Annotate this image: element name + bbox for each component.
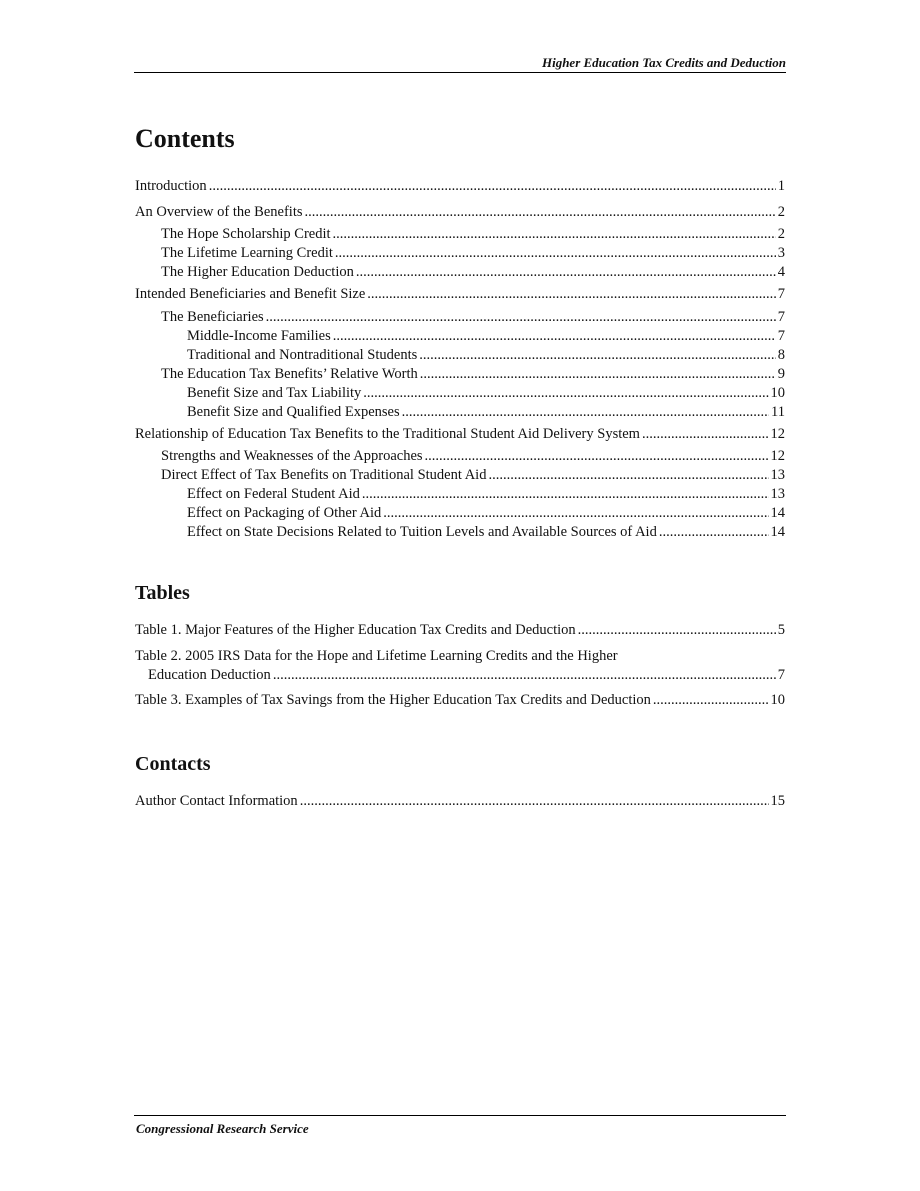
toc-entry-traditional-students[interactable]: Traditional and Nontraditional Students ..... 8	[135, 347, 785, 364]
toc-entry-relationship[interactable]: Relationship of Education Tax Benefits to the Traditional Student Aid Delivery System ..... 12	[135, 426, 785, 443]
footer-rule	[134, 1115, 786, 1116]
toc-entry-middle-income[interactable]: Middle-Income Families ..... 7	[135, 328, 785, 345]
toc-entry-table-1[interactable]: Table 1. Major Features of the Higher Education Tax Credits and Deduction ..... 5	[135, 622, 785, 639]
toc-entry-packaging[interactable]: Effect on Packaging of Other Aid ..... 14	[135, 505, 785, 522]
toc-entry-strengths-weaknesses[interactable]: Strengths and Weaknesses of the Approaches ..... 12	[135, 448, 785, 465]
header-title: Higher Education Tax Credits and Deduction	[541, 55, 786, 70]
toc-entry-state-decisions[interactable]: Effect on State Decisions Related to Tuition Levels and Available Sources of Aid ..... 14	[135, 524, 785, 541]
tables-heading: Tables	[135, 582, 190, 604]
contacts-heading: Contacts	[135, 753, 211, 775]
toc-entry-introduction[interactable]: Introduction ..... 1	[135, 178, 785, 195]
toc-entry-lifetime-credit[interactable]: The Lifetime Learning Credit ..... 3	[135, 245, 785, 262]
contents-heading: Contents	[135, 124, 235, 153]
running-header	[134, 56, 786, 73]
toc-entry-direct-effect[interactable]: Direct Effect of Tax Benefits on Traditional Student Aid ..... 13	[135, 467, 785, 484]
toc-entry-federal-aid[interactable]: Effect on Federal Student Aid ..... 13	[135, 486, 785, 503]
toc-entry-table-2-line1[interactable]: Table 2. 2005 IRS Data for the Hope and Lifetime Learning Credits and the Higher	[135, 648, 618, 664]
toc-entry-hope-credit[interactable]: The Hope Scholarship Credit ..... 2	[135, 226, 785, 243]
toc-entry-qualified-expenses[interactable]: Benefit Size and Qualified Expenses ..... 11	[135, 404, 785, 421]
toc-entry-overview[interactable]: An Overview of the Benefits ..... 2	[135, 204, 785, 221]
toc-entry-beneficiaries-benefit-size[interactable]: Intended Beneficiaries and Benefit Size ..... 7	[135, 286, 785, 303]
toc-entry-tax-liability[interactable]: Benefit Size and Tax Liability ..... 10	[135, 385, 785, 402]
toc-entry-author-contact[interactable]: Author Contact Information ..... 15	[135, 793, 785, 810]
toc-entry-table-2[interactable]: Education Deduction ..... 7	[135, 667, 785, 684]
footer-text: Congressional Research Service	[136, 1121, 309, 1136]
toc-entry-relative-worth[interactable]: The Education Tax Benefits’ Relative Worth ..... 9	[135, 366, 785, 383]
toc-entry-beneficiaries[interactable]: The Beneficiaries ..... 7	[135, 309, 785, 326]
toc-entry-deduction[interactable]: The Higher Education Deduction ..... 4	[135, 264, 785, 281]
toc-entry-table-3[interactable]: Table 3. Examples of Tax Savings from the Higher Education Tax Credits and Deduction ..... 10	[135, 692, 785, 709]
